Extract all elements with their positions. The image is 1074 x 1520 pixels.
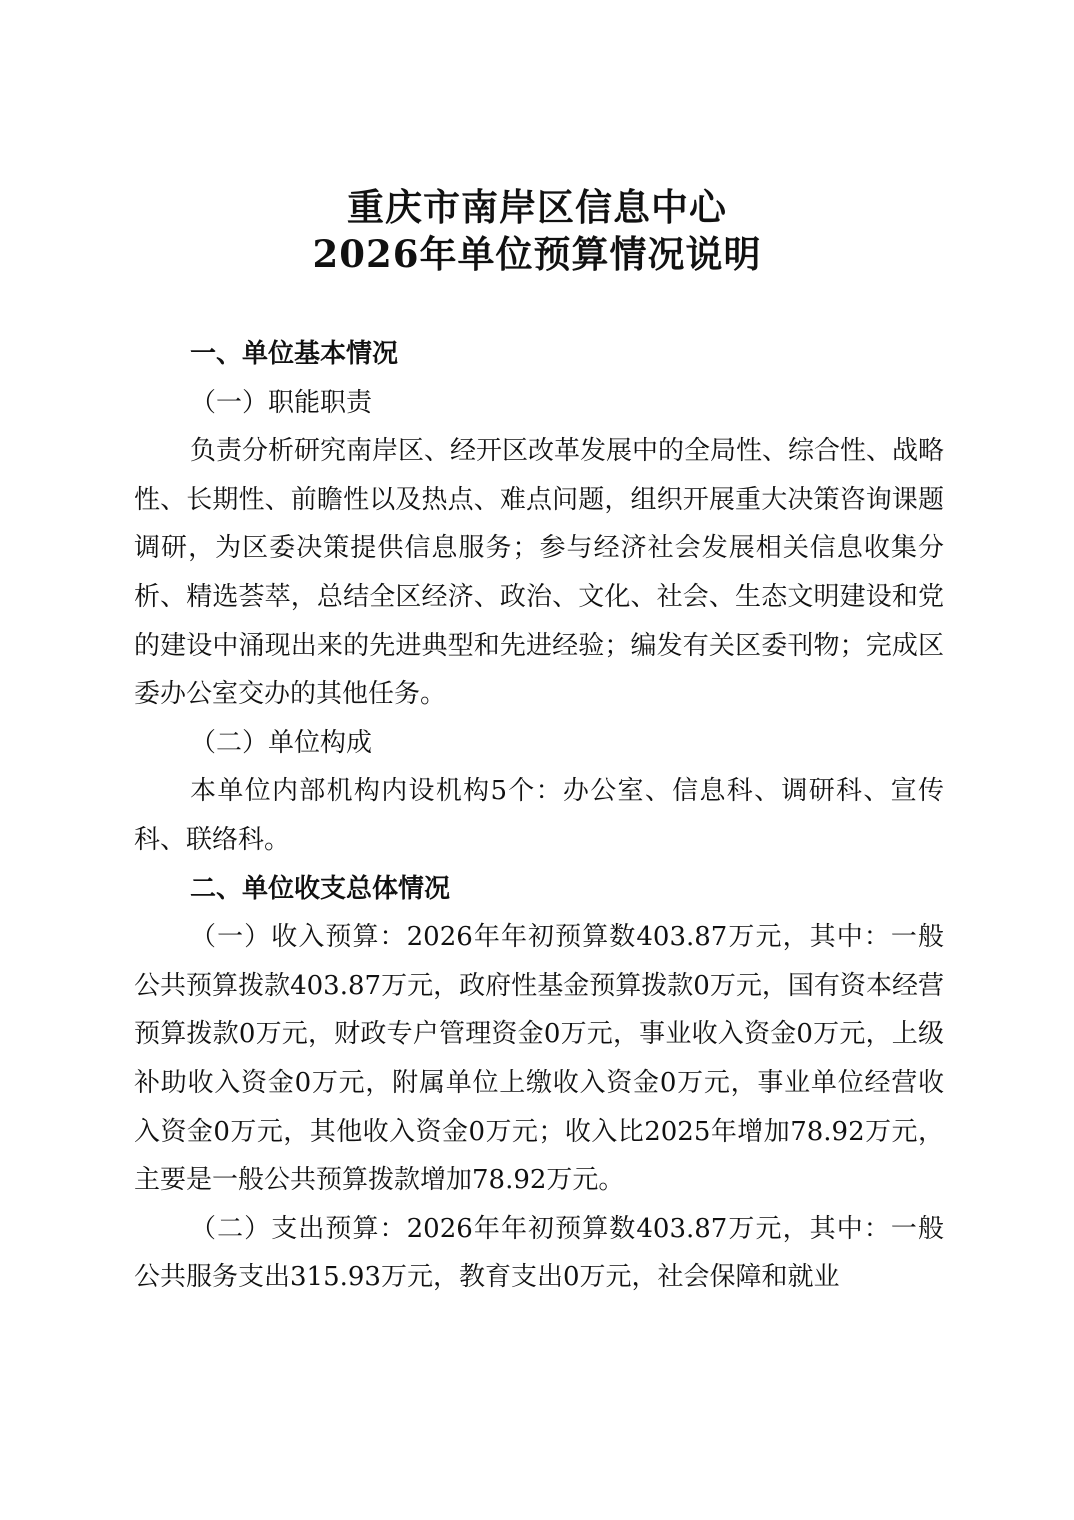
subheading-composition: （二）单位构成 [190, 727, 373, 758]
section-heading-revenue-expenditure: 二、单位收支总体情况 [190, 873, 451, 904]
document-title-line1: 重庆市南岸区信息中心 [347, 185, 727, 229]
section-heading-basic-info: 一、单位基本情况 [190, 339, 399, 369]
subheading-functions: （一）职能职责 [190, 387, 373, 418]
paragraph-expenditure-budget: （二）支出预算：2026年年初预算数403.87万元，其中：一般公共服务支出315.93万元，教育支出0万元，社会保障和就业 [134, 1213, 944, 1293]
document-title-line2: 2026年单位预算情况说明 [312, 232, 762, 276]
document-body [134, 330, 944, 1302]
paragraph-functions: 负责分析研究南岸区、经开区改革发展中的全局性、综合性、战略性、长期性、前瞻性以及热点、难点问题，组织开展重大决策咨询课题调研，为区委决策提供信息服务；参与经济社会发展相关信息收集分析、精选荟萃，总结全区经济、政治、文化、社会、生态文明建设和党的建设中涌现出来的先进典型和先进经验；编发有关区委刊物；完成区委办公室交办的其他任务。 [134, 436, 945, 710]
paragraph-composition: 本单位内部机构内设机构5个：办公室、信息科、调研科、宣传科、联络科。 [134, 776, 944, 855]
paragraph-revenue-budget: （一）收入预算：2026年年初预算数403.87万元，其中：一般公共预算拨款403.87万元，政府性基金预算拨款0万元，国有资本经营预算拨款0万元，财政专户管理资金0万元，事业收入资金0万元，上级补助收入资金0万元，附属单位上缴收入资金0万元，事业单位经营收入资金0万元，其他收入资金0万元；收入比2025年增加78.92万元，主要是一般公共预算拨款增加78.92万元。 [134, 922, 944, 1196]
